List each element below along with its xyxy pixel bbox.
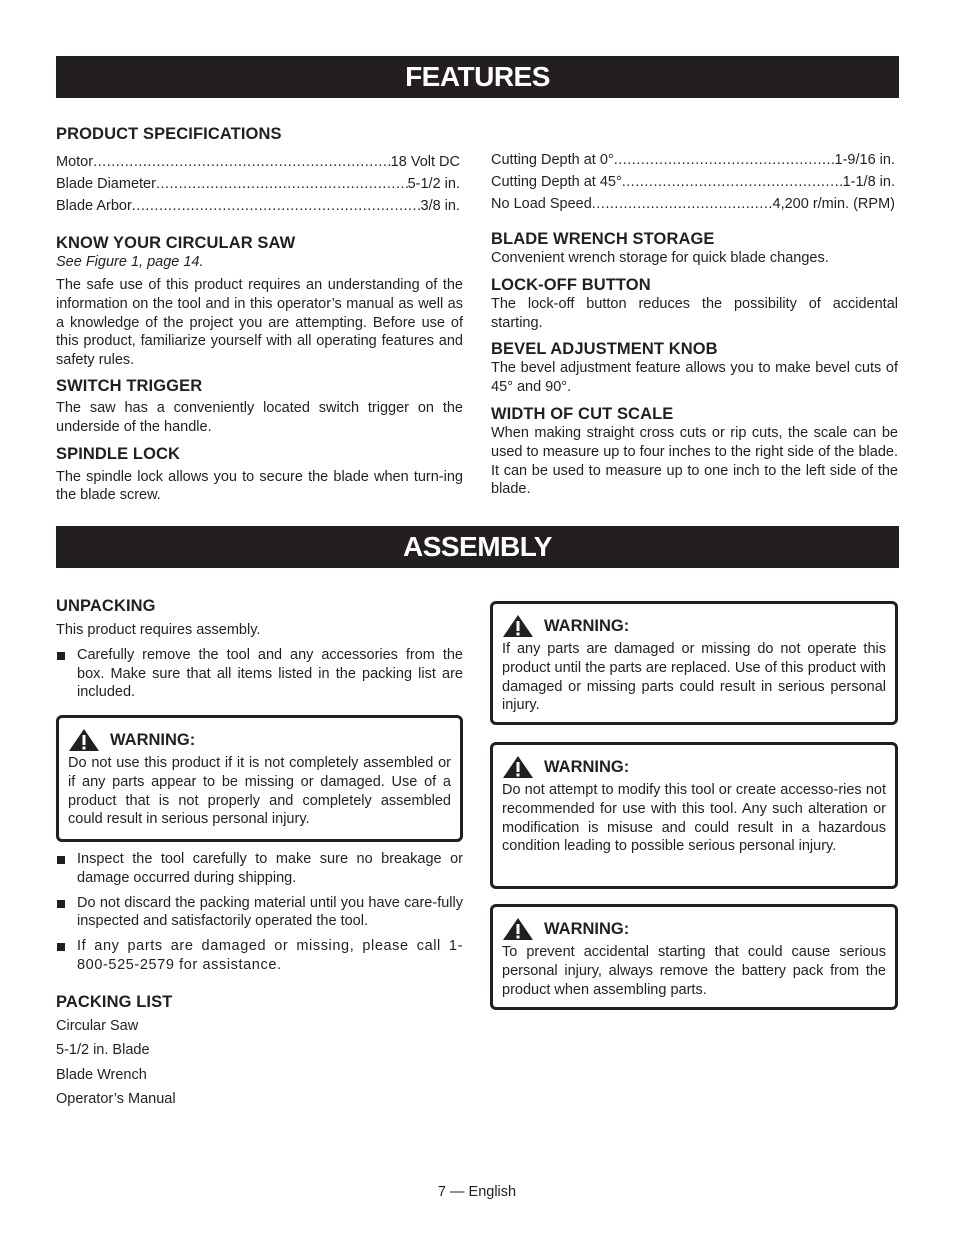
square-bullet-icon <box>57 856 65 864</box>
warning-label: WARNING: <box>544 920 630 938</box>
spec-row: No Load Speed ..... 4,200 r/min. (RPM) <box>491 193 895 215</box>
list-item: If any parts are damaged or missing, please call 1-800-525-2579 for assistance. <box>56 937 463 975</box>
features-banner: FEATURES <box>56 56 899 98</box>
list-item: Operator’s Manual <box>56 1091 176 1108</box>
warning-label: WARNING: <box>544 758 630 776</box>
switch-trigger-heading: SWITCH TRIGGER <box>56 376 203 395</box>
assembly-banner: ASSEMBLY <box>56 526 899 568</box>
warning-triangle-icon <box>502 614 534 638</box>
warning-triangle-icon <box>68 728 100 752</box>
list-item: Do not discard the packing material until you have care-fully inspected and satisfactorily operated the tool. <box>56 894 463 932</box>
warning-text: Do not use this product if it is not completely assembled or if any parts appear to be missing or damaged. Use of a product that is not properly and completely assembled could result in serious personal injury. <box>68 755 451 828</box>
unpacking-heading: UNPACKING <box>56 597 156 615</box>
page-footer: 7 — English <box>437 1184 517 1200</box>
square-bullet-icon <box>57 900 65 908</box>
square-bullet-icon <box>57 652 65 660</box>
spindle-lock-text: The spindle lock allows you to secure the blade when turn-ing the blade screw. <box>56 468 463 504</box>
warning-box-modification <box>490 742 898 889</box>
square-bullet-icon <box>57 943 65 951</box>
spec-row: Cutting Depth at 0° ..... 1-9/16 in. <box>491 149 895 171</box>
spec-row: Motor ..... 18 Volt DC <box>56 151 460 173</box>
lock-off-button-text: The lock-off button reduces the possibility of accidental starting. <box>491 295 898 331</box>
features-left-column <box>56 124 463 505</box>
warning-text: If any parts are damaged or missing do not operate this product until the parts are replaced. Use of this product with damaged or missing parts could result in serious personal injury. <box>502 641 886 714</box>
list-item: Circular Saw <box>56 1017 139 1034</box>
width-of-cut-text: When making straight cross cuts or rip cuts, the scale can be used to measure up to four inches to the right side of the blade. It can be used to measure up to one inch to the left side of the blade. <box>491 424 898 498</box>
features-right-column <box>491 149 898 499</box>
spec-row: Cutting Depth at 45° ..... 1-1/8 in. <box>491 171 895 193</box>
switch-trigger-text: The saw has a conveniently located switch trigger on the underside of the handle. <box>56 399 463 435</box>
warning-triangle-icon <box>502 755 534 779</box>
warning-label: WARNING: <box>110 731 196 749</box>
list-item: Blade Wrench <box>56 1066 147 1083</box>
know-your-saw-text: The safe use of this product requires an understanding of the information on the tool and in this operator’s manual as well as a knowledge of the project you are attempting. Before use of this product, familiarize yourself with all operating features and safety rules. <box>56 277 463 369</box>
product-specifications-heading: PRODUCT SPECIFICATIONS <box>56 125 282 143</box>
warning-text: To prevent accidental starting that could cause serious personal injury, always remove the battery pack from the product when assembling parts. <box>502 944 886 998</box>
unpacking-bullets <box>56 850 463 1112</box>
warning-box-assembly-incomplete <box>56 715 463 842</box>
warning-text: Do not attempt to modify this tool or create accesso-ries not recommended for use with this tool. Any such alteration or modification is misuse and could result in a hazardous condition leading to possible serious personal injury. <box>502 782 886 855</box>
lock-off-button-heading: LOCK-OFF BUTTON <box>491 275 651 294</box>
warning-label: WARNING: <box>544 617 630 635</box>
width-of-cut-heading: WIDTH OF CUT SCALE <box>491 404 674 423</box>
packing-list-heading: PACKING LIST <box>56 992 173 1011</box>
figure-reference: See Figure 1, page 14. <box>56 254 204 270</box>
bevel-adjustment-text: The bevel adjustment feature allows you to make bevel cuts of 45° and 90°. <box>491 360 898 396</box>
spec-list-left <box>56 151 460 217</box>
blade-wrench-storage-heading: BLADE WRENCH STORAGE <box>491 230 715 248</box>
bevel-adjustment-heading: BEVEL ADJUSTMENT KNOB <box>491 340 718 359</box>
know-your-saw-heading: KNOW YOUR CIRCULAR SAW <box>56 234 296 252</box>
list-item: 5-1/2 in. Blade <box>56 1042 150 1059</box>
spindle-lock-heading: SPINDLE LOCK <box>56 444 181 463</box>
warning-triangle-icon <box>502 917 534 941</box>
warning-box-damaged-parts <box>490 601 898 725</box>
blade-wrench-storage-text: Convenient wrench storage for quick blade changes. <box>491 250 829 266</box>
assembly-left-column <box>56 596 463 702</box>
spec-row: Blade Arbor ..... 3/8 in. <box>56 195 460 217</box>
spec-list-right <box>491 149 895 215</box>
list-item: Inspect the tool carefully to make sure no breakage or damage occurred during shipping. <box>56 850 463 888</box>
list-item: Carefully remove the tool and any accessories from the box. Make sure that all items listed in the packing list are included. <box>56 646 463 702</box>
packing-list <box>56 1014 463 1112</box>
unpacking-intro: This product requires assembly. <box>56 622 261 638</box>
spec-row: Blade Diameter ..... 5-1/2 in. <box>56 173 460 195</box>
warning-box-battery <box>490 904 898 1010</box>
